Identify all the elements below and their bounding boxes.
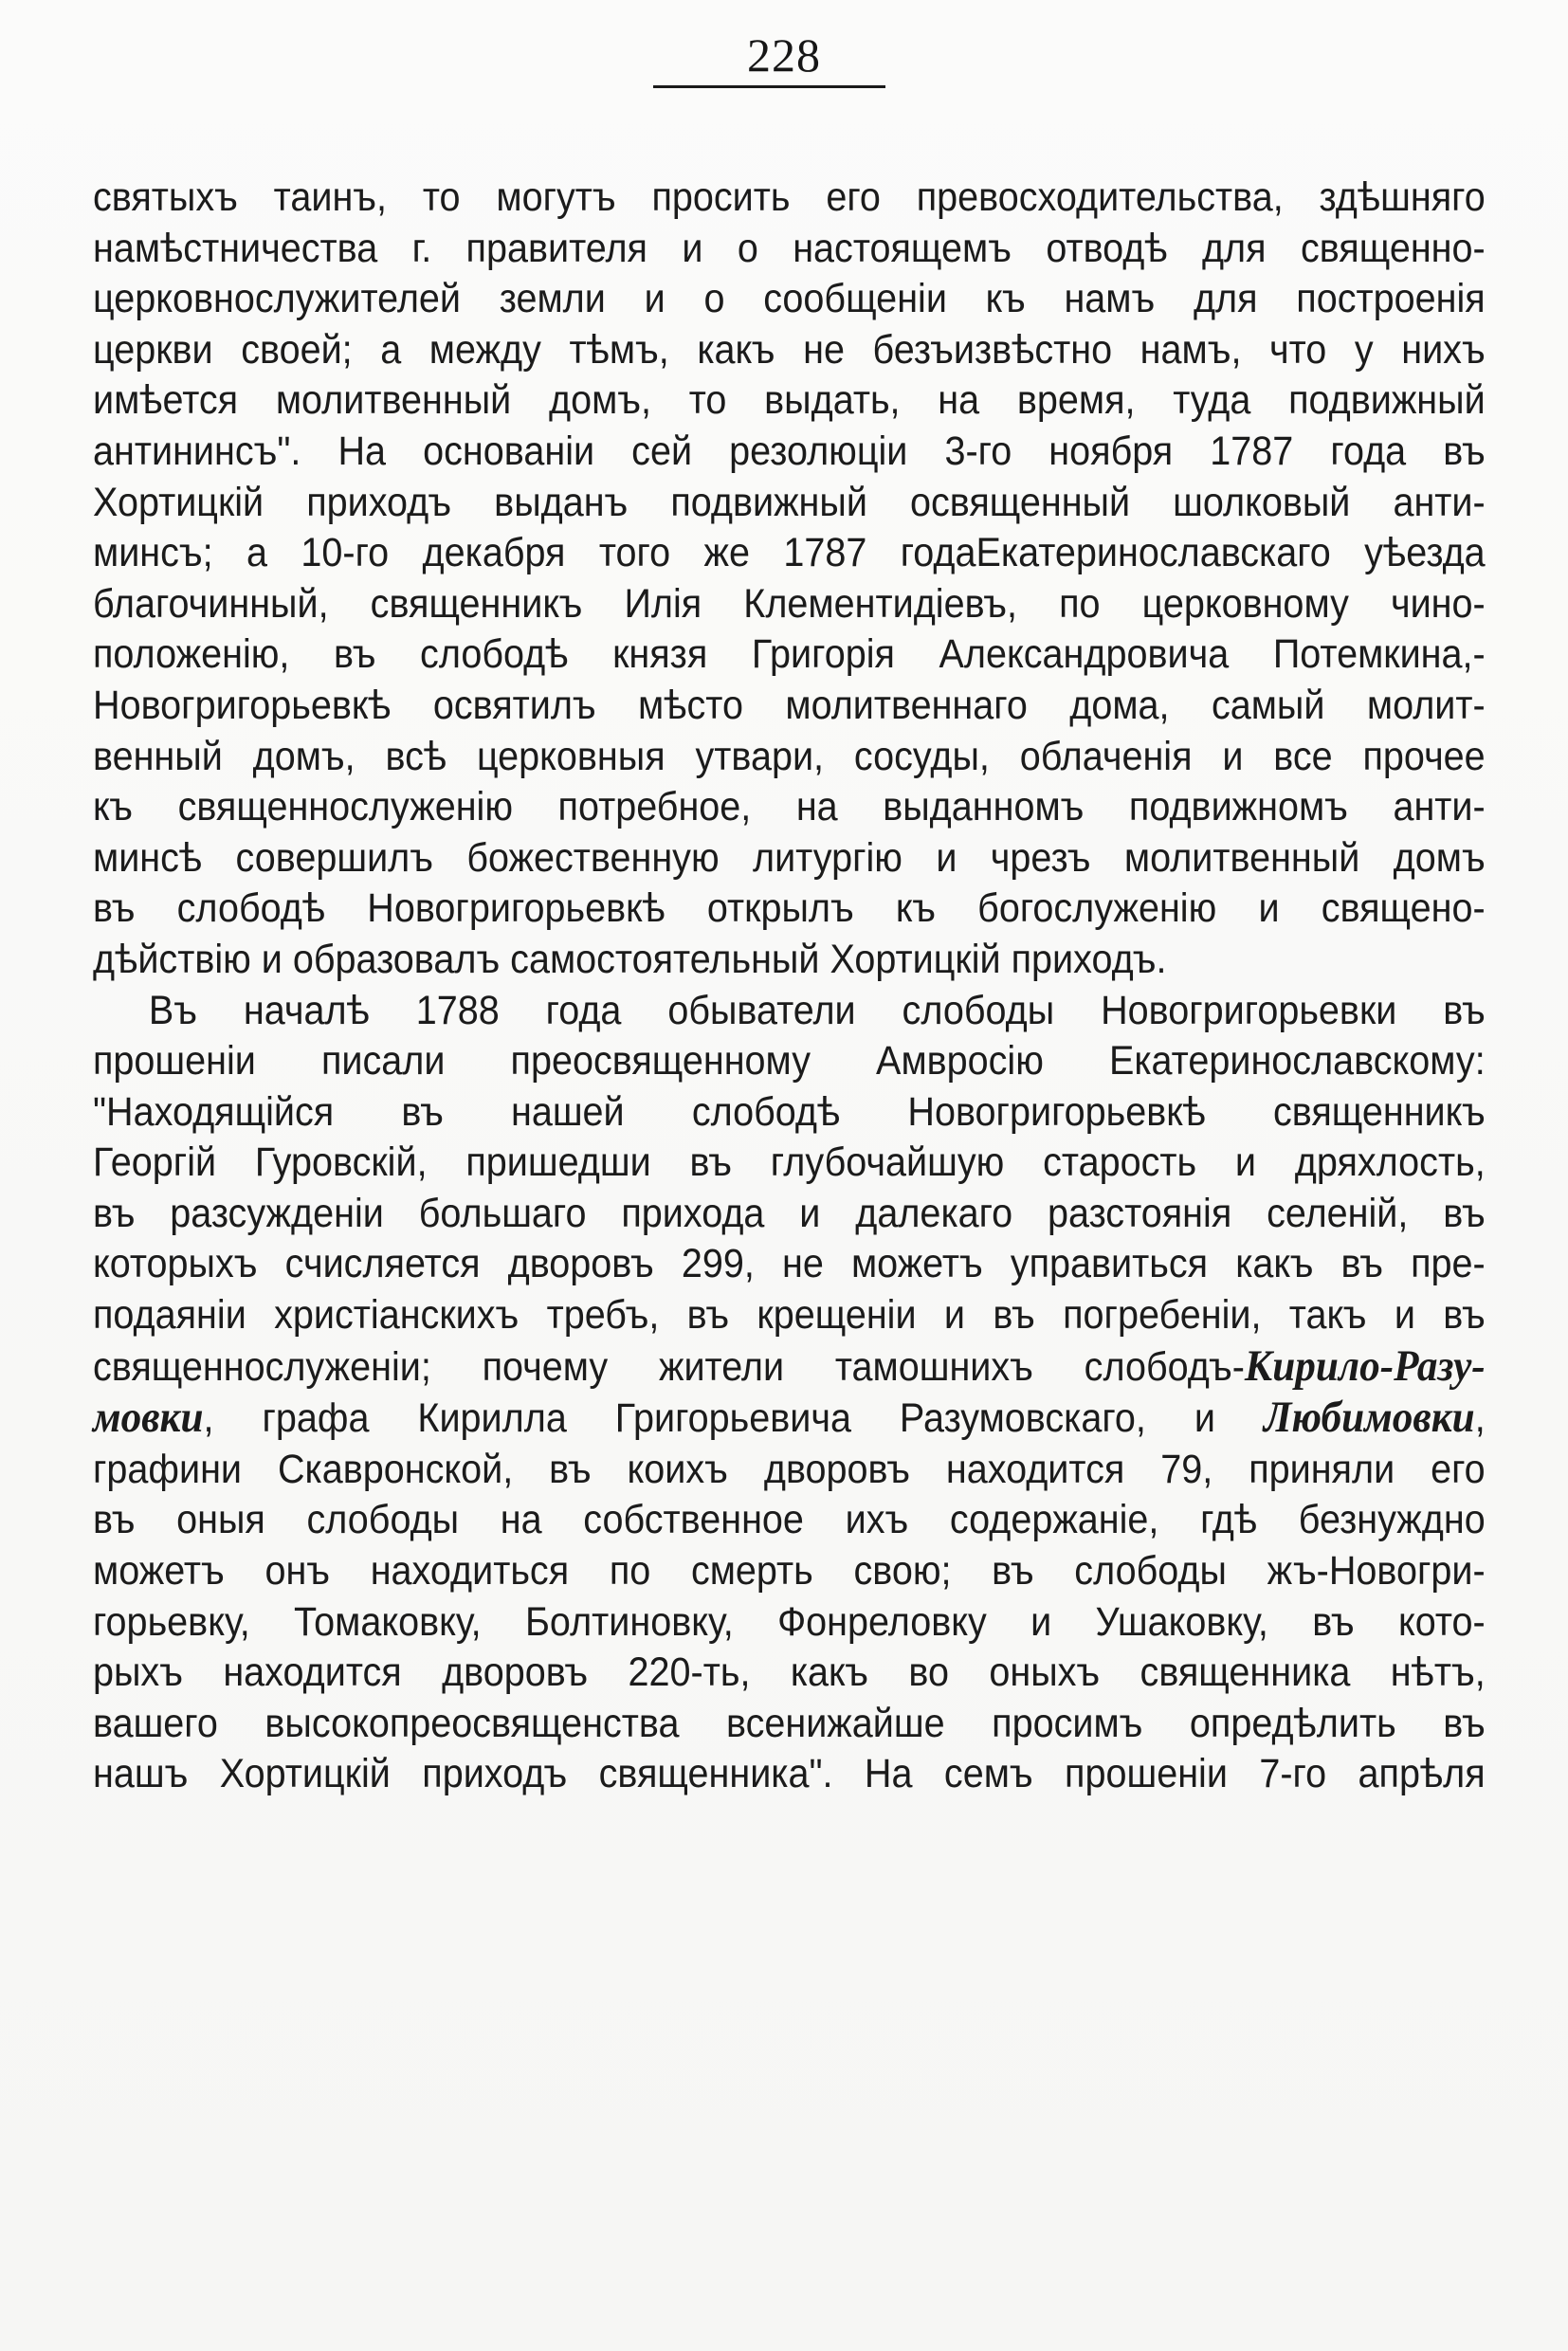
text-line: прошенiи писали преосвященному Амвросiю Екатеринославскому: <box>93 1038 1486 1084</box>
text-line: Новогригорьевкѣ освятилъ мѣсто молитвеннаго дома, самый молит- <box>93 682 1486 728</box>
text-line: имѣется молитвенный домъ, то выдать, на время, туда подвижный <box>93 377 1486 424</box>
text-line: Хортицкiй приходъ выданъ подвижный освященный шолковый анти- <box>93 479 1486 525</box>
page-number: 228 <box>747 28 821 82</box>
text-line: Въ началѣ 1788 года обыватели слободы Новогригорьевки въ <box>148 987 1486 1033</box>
text-line: можетъ онъ находиться по смерть свою; въ слободы жъ-Новогри- <box>93 1548 1486 1595</box>
text-line: святыхъ таинъ, то могутъ просить его превосходительства, здѣшняго <box>93 174 1486 220</box>
text-line: вашего высокопреосвященства всенижайше просимъ опредѣлить въ <box>93 1700 1486 1746</box>
body-text <box>93 173 1486 1800</box>
page-number-rule <box>653 85 885 88</box>
italic-place-name: мовки <box>93 1393 204 1443</box>
text-line: нашъ Хортицкiй приходъ священника". На семъ прошенiи 7-го апрѣля <box>93 1751 1486 1797</box>
text-line: церковнослужителей земли и о сообщенiи къ намъ для построенiя <box>93 276 1486 322</box>
text-line: венный домъ, всѣ церковныя утвари, сосуды, облаченiя и все прочее <box>93 733 1486 779</box>
text-line: "Находящiйся въ нашей слободѣ Новогригорьевкѣ священникъ <box>93 1088 1486 1135</box>
text-line <box>93 1341 1486 1394</box>
text-line: въ слободѣ Новогригорьевкѣ открылъ къ богослуженiю и священо- <box>93 885 1486 932</box>
text-segment: , графа Кирилла Григорьевича Разумовскаго, и <box>203 1395 1264 1442</box>
text-line: намѣстничества г. правителя и о настоящемъ отводѣ для священно- <box>93 225 1486 271</box>
text-line: графини Скавронской, въ коихъ дворовъ находится 79, приняли его <box>93 1446 1486 1492</box>
text-line: рыхъ находится дворовъ 220-ть, какъ во оныхъ священника нѣтъ, <box>93 1649 1486 1696</box>
text-line: въ разсужденiи большаго прихода и далекаго разстоянiя селенiй, въ <box>93 1190 1486 1236</box>
italic-place-name: Кирило-Разу- <box>1244 1340 1486 1391</box>
text-segment: священнослуженiи; почему жители тамошнихъ слободъ- <box>93 1343 1245 1390</box>
text-line: Георгiй Гуровскiй, пришедши въ глубочайшую старость и дряхлость, <box>93 1139 1486 1186</box>
text-line <box>93 1393 1486 1445</box>
italic-place-name: Любимовки <box>1263 1393 1475 1443</box>
text-line: положенiю, въ слободѣ князя Григорiя Александровича Потемкина,- <box>93 631 1486 678</box>
text-segment: , <box>1474 1395 1486 1442</box>
text-line: къ священнослуженiю потребное, на выданномъ подвижномъ анти- <box>93 784 1486 830</box>
text-line: дѣйствiю и образовалъ самостоятельный Хортицкiй приходъ. <box>93 936 1167 982</box>
text-line: которыхъ счисляется дворовъ 299, не можетъ управиться какъ въ пре- <box>93 1241 1486 1287</box>
text-line: минсѣ совершилъ божественную литургiю и чрезъ молитвенный домъ <box>93 834 1486 881</box>
text-line: церкви своей; а между тѣмъ, какъ не безъизвѣстно намъ, что у нихъ <box>93 326 1486 373</box>
text-line: антининсъ". На основанiи сей резолюцiи 3-го ноября 1787 года въ <box>93 428 1486 474</box>
text-line: минсъ; а 10-го декабря того же 1787 годаЕкатеринославскаго уѣезда <box>93 530 1486 576</box>
text-line: горьевку, Томаковку, Болтиновку, Фонреловку и Ушаковку, въ кото- <box>93 1598 1486 1645</box>
text-line: благочинный, священникъ Илiя Клементидiевъ, по церковному чино- <box>93 580 1486 627</box>
text-line: въ оныя слободы на собственное ихъ содержанiе, гдѣ безнуждно <box>93 1497 1486 1543</box>
text-line: подаянiи христiанскихъ требъ, въ крещенiи и въ погребенiи, такъ и въ <box>93 1292 1486 1339</box>
